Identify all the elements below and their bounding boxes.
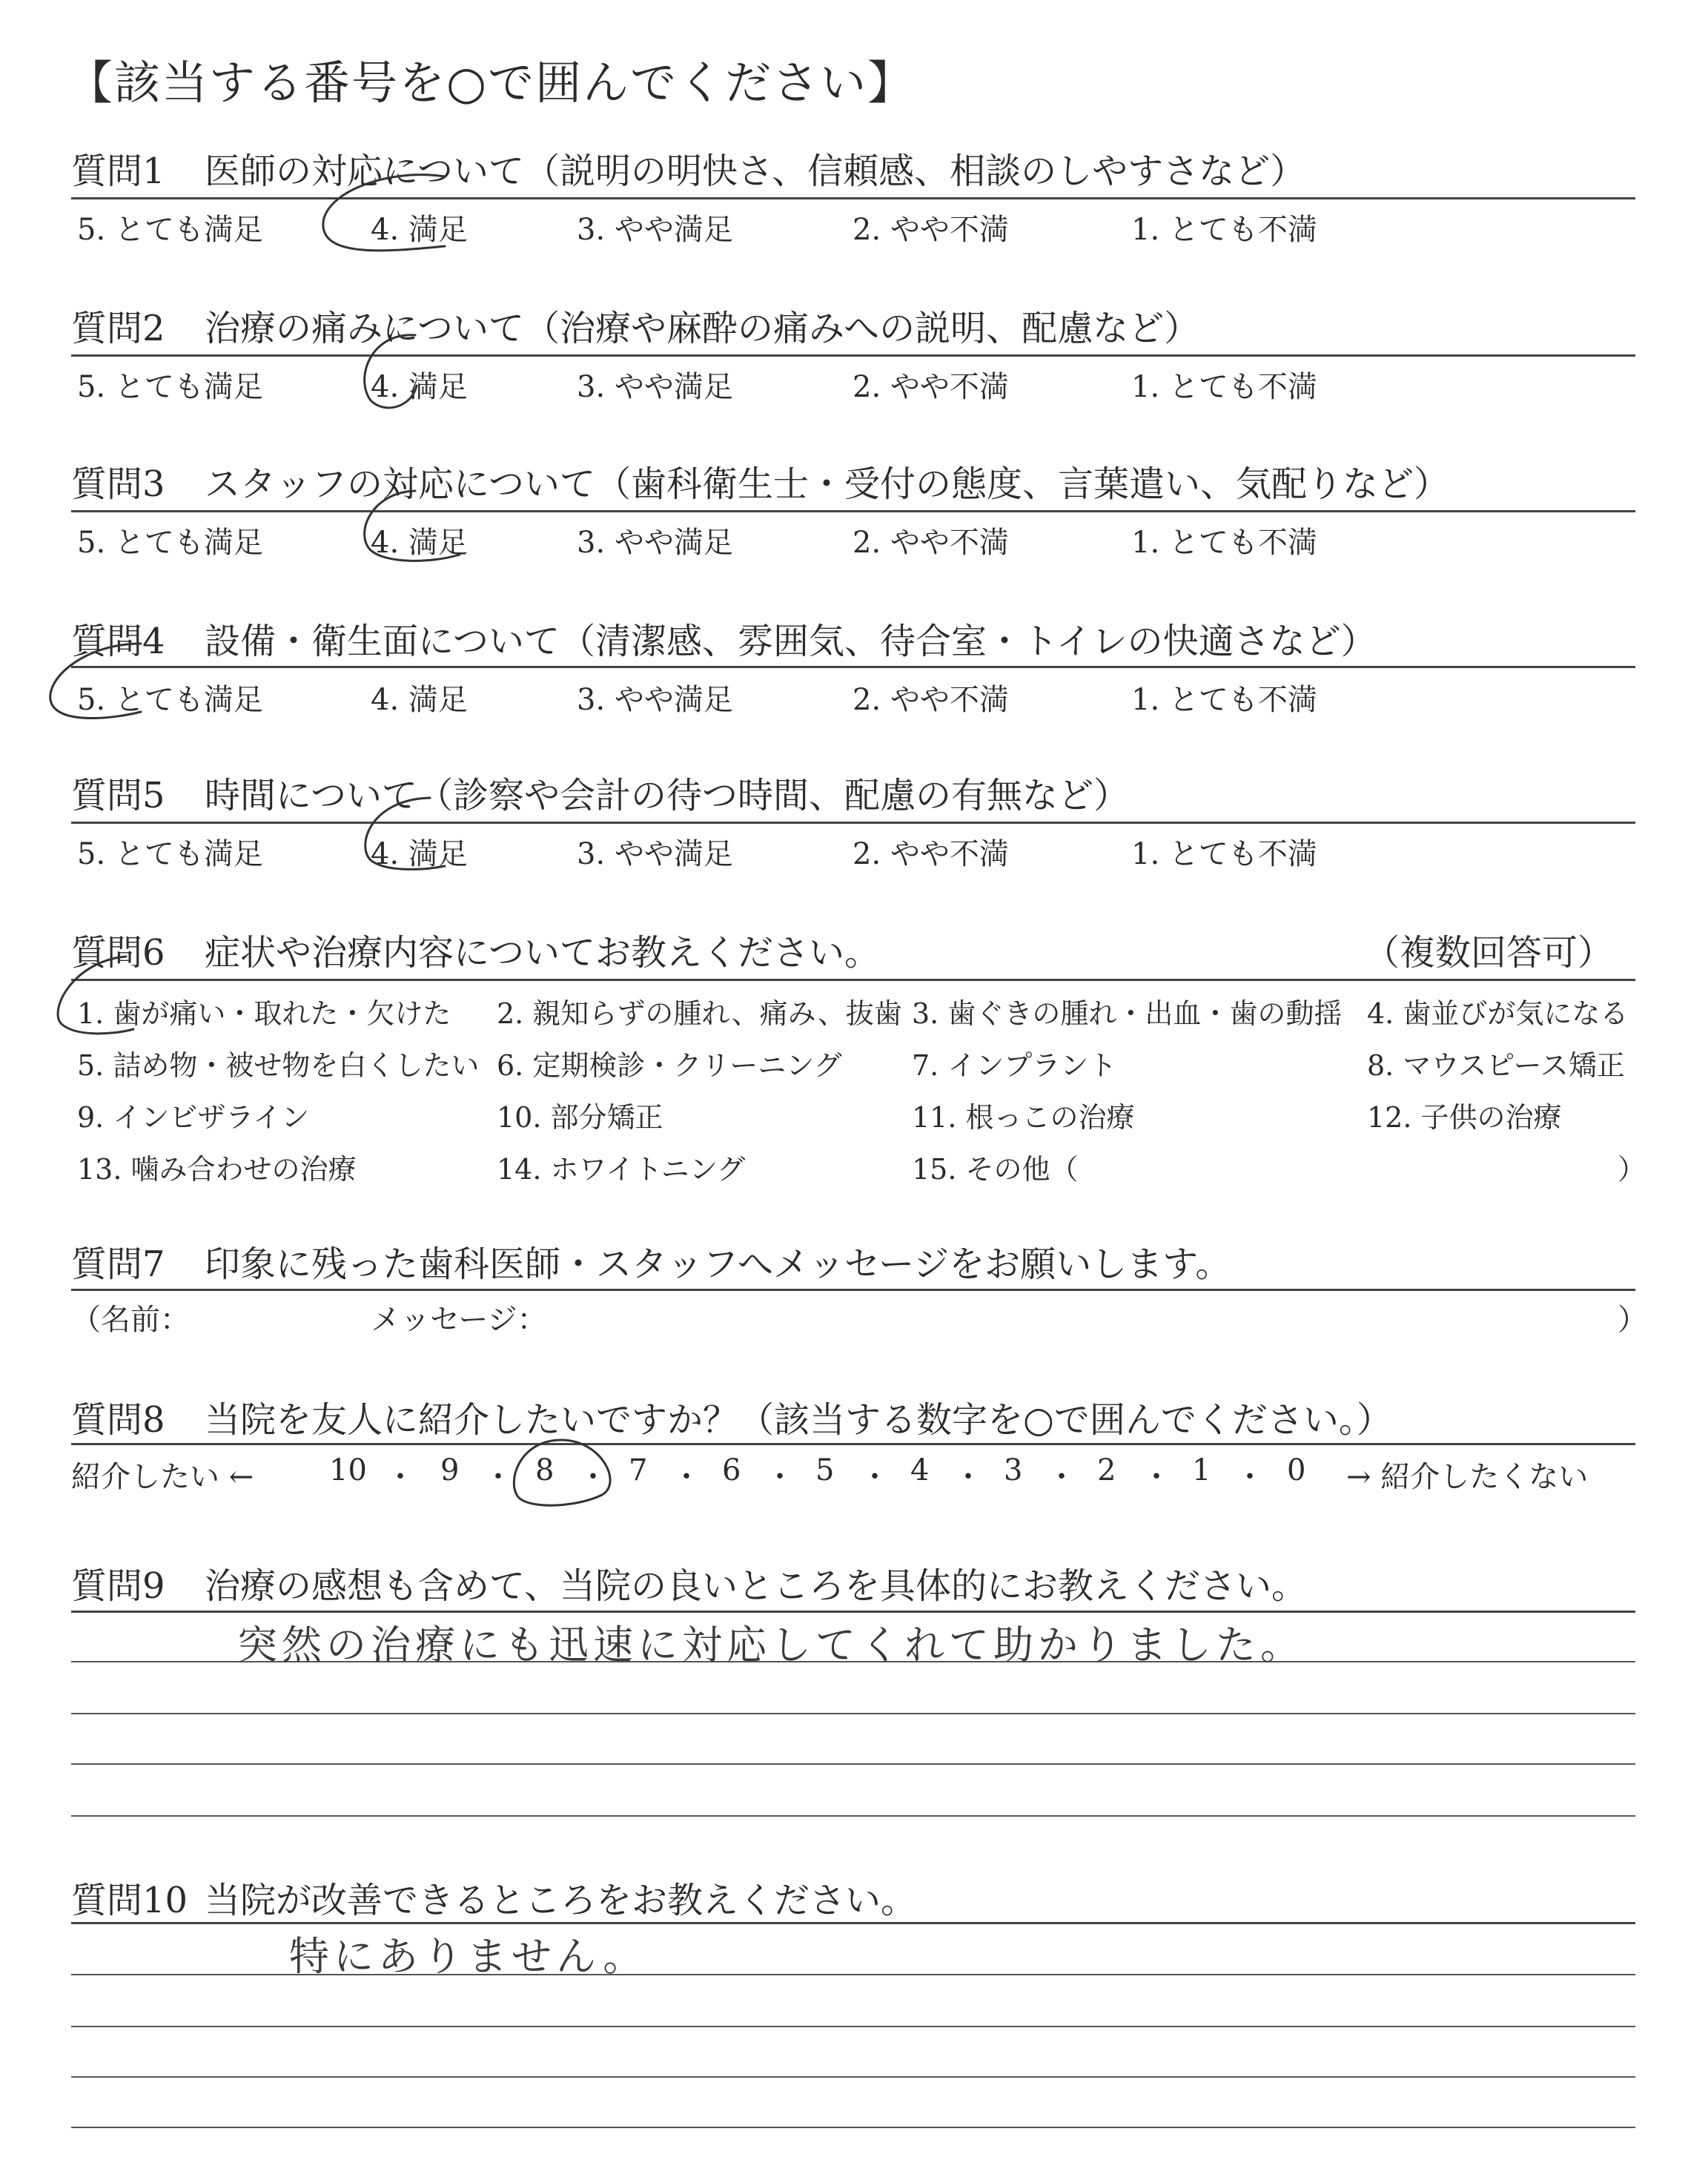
q6-option-12[interactable]: 12. 子供の治療	[1367, 1101, 1562, 1134]
q5-option-5[interactable]: 5. とても満足	[77, 837, 263, 871]
q1-option-5[interactable]: 5. とても満足	[77, 213, 263, 247]
question-4-title	[71, 612, 1377, 664]
q6-other-close-paren: ）	[1618, 1153, 1646, 1186]
q6-option-9[interactable]: 9. インビザライン	[77, 1101, 310, 1134]
question-9-text: 治療の感想も含めて、当院の良いところを具体的にお教えください。	[205, 1565, 1308, 1607]
q4-option-1[interactable]: 1. とても不満	[1131, 683, 1317, 717]
question-8-text: 当院を友人に紹介したいですか？（該当する数字を○で囲んでください。）	[205, 1399, 1392, 1441]
question-10-text: 当院が改善できるところをお教えください。	[205, 1880, 917, 1921]
q3-option-4[interactable]: 4. 満足	[371, 526, 468, 560]
q1-option-2[interactable]: 2. やや不満	[853, 213, 1009, 247]
q6-option-6[interactable]: 6. 定期検診・クリーニング	[497, 1049, 842, 1082]
q1-option-1[interactable]: 1. とても不満	[1131, 213, 1317, 247]
q5-option-3[interactable]: 3. やや満足	[577, 837, 733, 871]
q8-dot: ・	[1142, 1460, 1171, 1494]
q2-option-5[interactable]: 5. とても満足	[77, 370, 263, 404]
q8-dot: ・	[483, 1460, 513, 1494]
q6-option-2[interactable]: 2. 親知らずの腫れ、痛み、抜歯	[497, 997, 902, 1030]
q8-dot: ・	[578, 1460, 608, 1494]
question-1-number: 質問1	[71, 151, 165, 192]
q9-answer-line	[71, 1713, 1635, 1714]
question-4-number: 質問4	[71, 621, 165, 662]
q6-option-14[interactable]: 14. ホワイトニング	[497, 1153, 746, 1186]
q2-option-4[interactable]: 4. 満足	[371, 370, 468, 404]
q8-scale-2[interactable]: 2	[1097, 1453, 1116, 1487]
q8-dot: ・	[765, 1460, 795, 1494]
question-10-rule	[71, 1922, 1635, 1924]
q8-dot: ・	[385, 1460, 415, 1494]
q9-answer-line	[71, 1763, 1635, 1765]
q8-dot: ・	[1235, 1460, 1265, 1494]
q5-option-4[interactable]: 4. 満足	[371, 837, 468, 871]
q5-option-2[interactable]: 2. やや不満	[853, 837, 1009, 871]
question-9-rule	[71, 1611, 1635, 1613]
question-7-number: 質問7	[71, 1244, 165, 1285]
question-1-text: 医師の対応について（説明の明快さ、信頼感、相談のしやすさなど）	[205, 151, 1306, 192]
q8-scale-1[interactable]: 1	[1192, 1453, 1211, 1487]
question-4-text: 設備・衛生面について（清潔感、雰囲気、待合室・トイレの快適さなど）	[205, 621, 1377, 662]
q8-scale-4[interactable]: 4	[910, 1453, 930, 1487]
question-5-rule	[71, 822, 1635, 824]
question-2-title	[71, 300, 1199, 351]
q8-dot: ・	[1047, 1460, 1076, 1494]
q8-left-label: 紹介したい ←	[71, 1460, 254, 1494]
q10-answer-line	[71, 2076, 1635, 2078]
question-5-text: 時間について（診察や会計の待つ時間、配慮の有無など）	[205, 775, 1130, 816]
q8-dot: ・	[953, 1460, 983, 1494]
q6-option-8[interactable]: 8. マウスピース矯正	[1367, 1049, 1625, 1082]
q5-option-1[interactable]: 1. とても不満	[1131, 837, 1317, 871]
q6-option-7[interactable]: 7. インプラント	[912, 1049, 1117, 1082]
question-1-rule	[71, 197, 1635, 199]
q9-answer-line	[71, 1815, 1635, 1817]
question-6-rule	[71, 979, 1635, 981]
q8-scale-5[interactable]: 5	[815, 1453, 835, 1487]
q6-option-1[interactable]: 1. 歯が痛い・取れた・欠けた	[77, 997, 451, 1030]
question-2-number: 質問2	[71, 308, 165, 349]
question-10-number: 質問10	[71, 1880, 188, 1921]
q3-option-2[interactable]: 2. やや不満	[853, 526, 1009, 560]
question-8-rule	[71, 1443, 1635, 1445]
q2-option-3[interactable]: 3. やや満足	[577, 370, 733, 404]
question-7-text: 印象に残った歯科医師・スタッフへメッセージをお願いします。	[205, 1244, 1231, 1285]
question-3-text: スタッフの対応について（歯科衛生士・受付の態度、言葉遣い、気配りなど）	[205, 463, 1450, 505]
q2-option-2[interactable]: 2. やや不満	[853, 370, 1009, 404]
question-9-title	[71, 1557, 1307, 1608]
question-6-text: 症状や治療内容についてお教えください。	[205, 932, 881, 974]
q6-option-11[interactable]: 11. 根っこの治療	[912, 1101, 1135, 1134]
q1-option-3[interactable]: 3. やや満足	[577, 213, 733, 247]
q10-handwritten-answer[interactable]: 特にありません。	[289, 1933, 648, 1980]
question-6-number: 質問6	[71, 932, 165, 974]
q2-option-1[interactable]: 1. とても不満	[1131, 370, 1317, 404]
q10-answer-line	[71, 2127, 1635, 2128]
q8-dot: ・	[672, 1460, 701, 1494]
q8-scale-6[interactable]: 6	[722, 1453, 741, 1487]
question-7-rule	[71, 1289, 1635, 1291]
question-10-title	[71, 1872, 916, 1923]
q7-close-paren: ）	[1618, 1303, 1647, 1337]
q8-dot: ・	[860, 1460, 890, 1494]
question-5-number: 質問5	[71, 775, 165, 816]
q6-option-4[interactable]: 4. 歯並びが気になる	[1367, 997, 1629, 1030]
q4-option-3[interactable]: 3. やや満足	[577, 683, 733, 717]
question-3-number: 質問3	[71, 463, 165, 505]
q3-option-3[interactable]: 3. やや満足	[577, 526, 733, 560]
q6-option-10[interactable]: 10. 部分矯正	[497, 1101, 663, 1134]
q8-scale-8[interactable]: 8	[535, 1453, 555, 1487]
q8-scale-3[interactable]: 3	[1004, 1453, 1023, 1487]
question-5-title	[71, 767, 1129, 818]
question-8-title	[71, 1391, 1392, 1442]
q1-option-4[interactable]: 4. 満足	[371, 213, 468, 247]
question-2-rule	[71, 354, 1635, 357]
question-6-title	[71, 924, 880, 975]
question-2-text: 治療の痛みについて（治療や麻酔の痛みへの説明、配慮など）	[205, 308, 1200, 349]
q9-handwritten-answer[interactable]: 突然の治療にも迅速に対応してくれて助かりました。	[237, 1622, 1305, 1668]
q4-option-2[interactable]: 2. やや不満	[853, 683, 1009, 717]
question-4-rule	[71, 666, 1635, 668]
q8-scale-7[interactable]: 7	[629, 1453, 648, 1487]
q8-scale-0[interactable]: 0	[1287, 1453, 1306, 1487]
question-3-title	[71, 455, 1449, 506]
question-6-note: （複数回答可）	[1364, 932, 1614, 974]
question-3-rule	[71, 510, 1635, 512]
q7-message-label[interactable]: メッセージ：	[371, 1303, 547, 1337]
question-7-title	[71, 1235, 1231, 1287]
q6-option-15[interactable]: 15. その他（	[912, 1153, 1079, 1186]
q3-option-1[interactable]: 1. とても不満	[1131, 526, 1317, 560]
q6-option-3[interactable]: 3. 歯ぐきの腫れ・出血・歯の動揺	[912, 997, 1343, 1030]
question-1-title	[71, 142, 1305, 194]
q4-option-5[interactable]: 5. とても満足	[77, 683, 263, 717]
q10-answer-line	[71, 2026, 1635, 2027]
question-8-number: 質問8	[71, 1399, 165, 1441]
q8-scale-10[interactable]: 10	[329, 1453, 367, 1487]
q6-option-13[interactable]: 13. 噛み合わせの治療	[77, 1153, 357, 1186]
q3-option-5[interactable]: 5. とても満足	[77, 526, 263, 560]
question-9-number: 質問9	[71, 1565, 165, 1607]
q8-scale-9[interactable]: 9	[440, 1453, 460, 1487]
q4-option-4[interactable]: 4. 満足	[371, 683, 468, 717]
q7-name-label[interactable]: （名前：	[71, 1303, 190, 1337]
q8-right-label: → 紹介したくない	[1346, 1460, 1589, 1494]
form-heading: 【該当する番号を○で囲んでください】	[67, 56, 916, 110]
q6-option-5[interactable]: 5. 詰め物・被せ物を白くしたい	[77, 1049, 480, 1082]
